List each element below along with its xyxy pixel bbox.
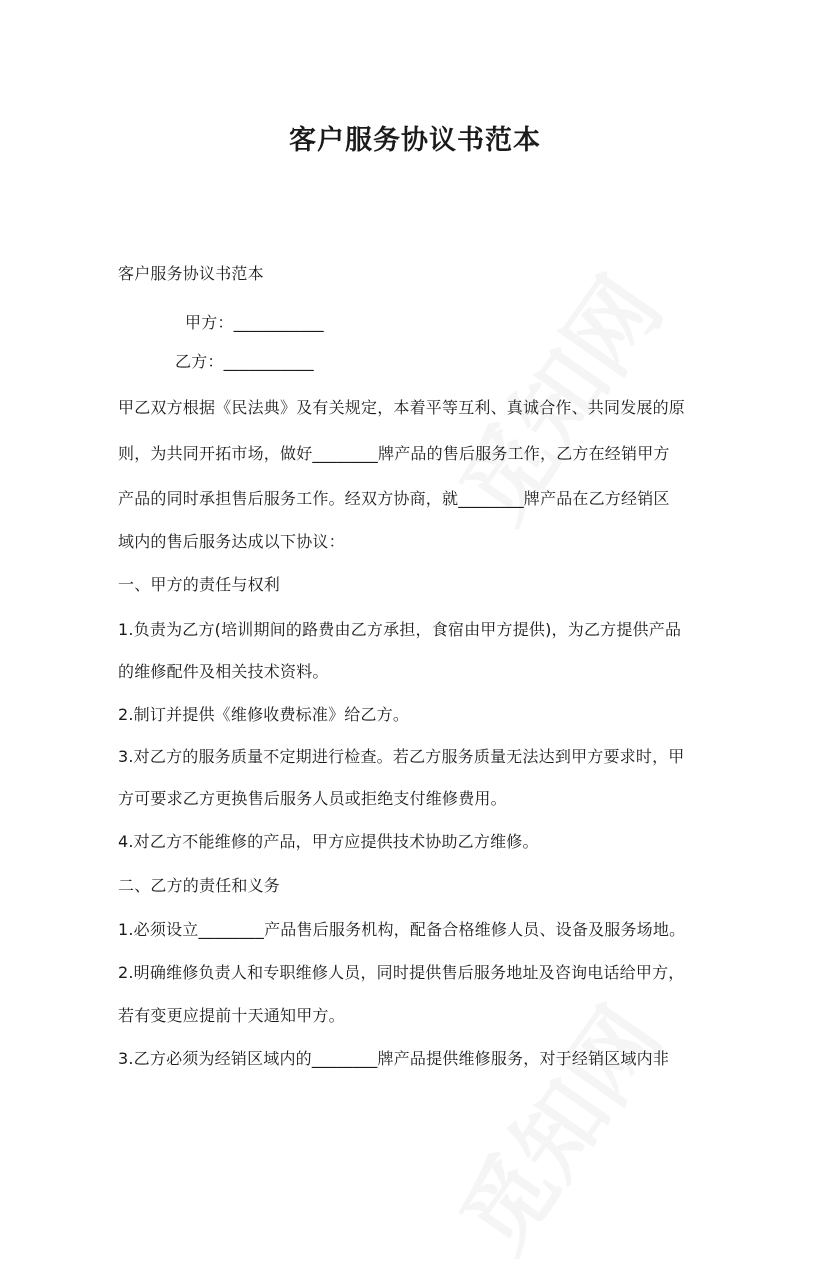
section-heading: 一、甲方的责任与权利 — [118, 575, 281, 594]
paragraph-line: 方可要求乙方更换售后服务人员或拒绝支付维修费用。 — [118, 789, 507, 808]
paragraph-line: 则，为共同开拓市场，做好________牌产品的售后服务工作，乙方在经销甲方 — [118, 444, 670, 463]
paragraph-line: 甲乙双方根据《民法典》及有关规定，本着平等互利、真诚合作、共同发展的原 — [118, 398, 686, 417]
paragraph-line: 3.对乙方的服务质量不定期进行检查。若乙方服务质量无法达到甲方要求时，甲 — [118, 747, 685, 766]
paragraph-line: 3.乙方必须为经销区域内的________牌产品提供维修服务，对于经销区域内非 — [118, 1049, 670, 1068]
watermark — [424, 977, 685, 1273]
section-heading: 二、乙方的责任和义务 — [118, 876, 281, 895]
paragraph-line: 4.对乙方不能维修的产品，甲方应提供技术协助乙方维修。 — [118, 832, 539, 851]
paragraph-line: 的维修配件及相关技术资料。 — [118, 662, 329, 681]
paragraph-line: 若有变更应提前十天通知甲方。 — [118, 1006, 345, 1025]
paragraph-line: 域内的售后服务达成以下协议： — [118, 532, 345, 551]
paragraph-line: 2.明确维修负责人和专职维修人员，同时提供售后服务地址及咨询电话给甲方， — [118, 963, 685, 982]
document-title: 客户服务协议书范本 — [289, 125, 541, 156]
paragraph-line: 1.负责为乙方(培训期间的路费由乙方承担，食宿由甲方提供)，为乙方提供产品 — [118, 620, 682, 639]
paragraph-line: 产品的同时承担售后服务工作。经双方协商，就________牌产品在乙方经销区 — [118, 489, 670, 508]
paragraph-line: 2.制订并提供《维修收费标准》给乙方。 — [118, 705, 410, 724]
party-a-line: 甲方：___________ — [185, 313, 324, 332]
paragraph-line: 1.必须设立________产品售后服务机构，配备合格维修人员、设备及服务场地。 — [118, 920, 686, 939]
subtitle-line: 客户服务协议书范本 — [118, 264, 264, 283]
party-b-line: 乙方：___________ — [175, 352, 314, 371]
